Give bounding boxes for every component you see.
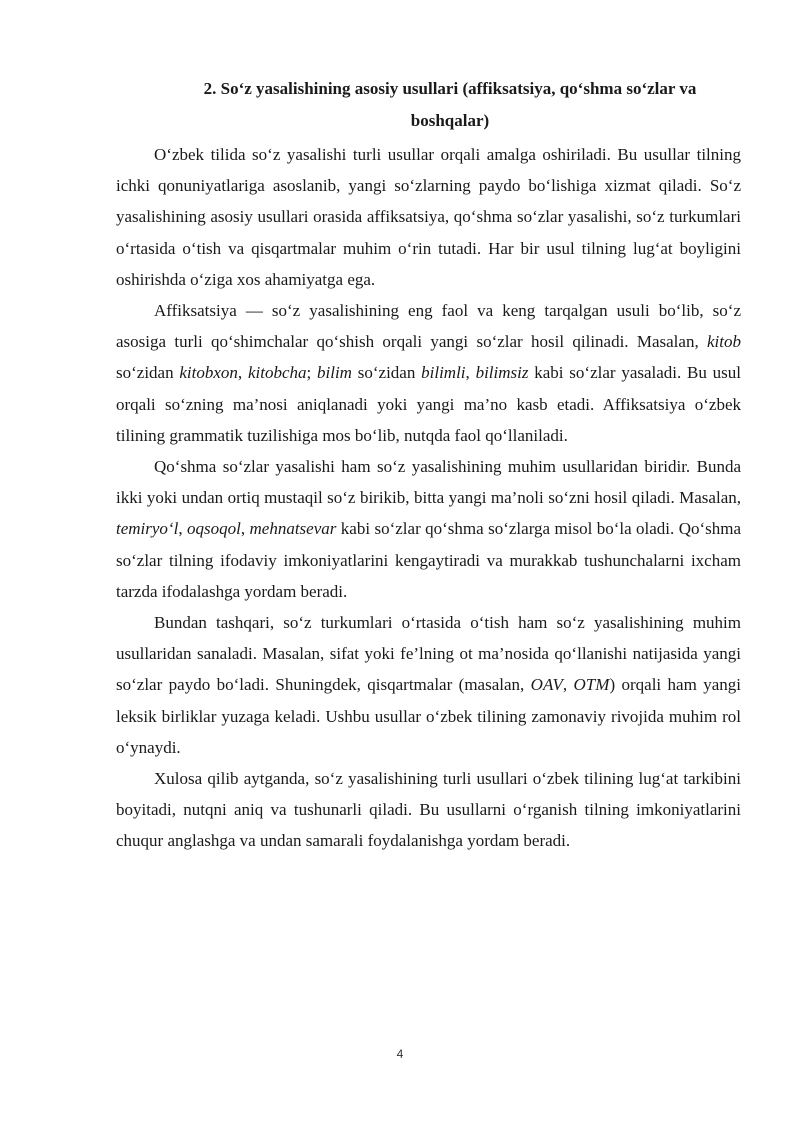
example-word: kitob	[707, 332, 741, 352]
example-word: bilimli	[421, 363, 466, 383]
heading-line-1: 2. So‘z yasalishining asosiy usullari (affiksatsiya, qo‘shma so‘zlar va	[203, 79, 697, 98]
example-word: temiryo‘l	[116, 519, 179, 539]
example-word: kitobxon	[179, 363, 238, 383]
example-word: bilim	[317, 363, 352, 383]
text-run: Xulosa qilib aytganda, so‘z yasalishining turli usullari o‘zbek tilining lug‘at tarkibini boyitadi, nutqni aniq va tushunarli qiladi. Bu usullarni o‘rganish tilning imkoniyatlarini chuqur anglashga va undan samarali foydalanishga yordam beradi.	[116, 769, 741, 851]
text-run: kabi so‘zlar qo‘shma so‘zlarga misol bo‘la oladi. Qo‘shma so‘zlar tilning ifodaviy imkoniyatlarini kengaytiradi va murakkab tushunchalarni ixcham tarzda ifodalashga yordam beradi.	[116, 519, 742, 601]
text-run: ;	[306, 363, 318, 383]
text-run: ) orqali ham yangi leksik birliklar yuzaga keladi. Ushbu usullar o‘zbek tilining zamonaviy rivojida muhim rol o‘ynaydi.	[116, 675, 741, 757]
example-word: oqsoqol	[187, 519, 241, 539]
paragraph-3	[116, 451, 741, 607]
example-word: mehnatsevar	[249, 519, 337, 539]
text-run: ,	[237, 363, 248, 383]
example-word: OAV	[530, 675, 563, 695]
paragraph-1	[116, 139, 741, 295]
text-run: so‘zidan	[116, 363, 180, 383]
paragraph-4	[116, 607, 741, 763]
example-word: kitobcha	[247, 363, 307, 383]
paragraph-5	[116, 763, 741, 857]
text-run: Affiksatsiya — so‘z yasalishining eng faol va keng tarqalgan usuli bo‘lib, so‘z asosiga turli qo‘shimchalar qo‘shish orqali yangi so‘zlar hosil qilinadi. Masalan,	[116, 301, 741, 352]
text-run: ,	[178, 519, 187, 539]
text-run: ,	[465, 363, 476, 383]
heading-line-2: boshqalar)	[410, 111, 490, 130]
paragraph-2	[116, 295, 741, 451]
body-text	[116, 139, 741, 857]
page-number: 4	[396, 1047, 404, 1061]
text-run: ,	[562, 675, 574, 695]
example-word: OTM	[573, 675, 610, 695]
text-run: kabi so‘zlar yasaladi. Bu usul orqali so‘zning ma’nosi aniqlanadi yoki yangi ma’no kasb etadi. Affiksatsiya o‘zbek tilining grammatik tuzilishiga mos bo‘lib, nutqda faol qo‘llaniladi.	[116, 363, 742, 445]
text-run: ,	[240, 519, 250, 539]
example-word: bilimsiz	[475, 363, 529, 383]
text-run: O‘zbek tilida so‘z yasalishi turli usullar orqali amalga oshiriladi. Bu usullar tilning ichki qonuniyatlariga asoslanib, yangi so‘zlarning paydo bo‘lishiga xizmat qiladi. So‘z yasalishining asosiy usullari orasida affiksatsiya, qo‘shma so‘zlar yasalishi, so‘z turkumlari o‘rtasida o‘tish va qisqartmalar muhim o‘rin tutadi. Har bir usul tilning lug‘at boyligini oshirishda o‘ziga xos ahamiyatga ega.	[116, 145, 741, 289]
text-run: Bundan tashqari, so‘z turkumlari o‘rtasida o‘tish ham so‘z yasalishining muhim usullaridan sanaladi. Masalan, sifat yoki fe’lning ot ma’nosida qo‘llanishi natijasida yangi so‘zlar paydo bo‘ladi. Shuningdek, qisqartmalar (masalan,	[116, 613, 741, 695]
section-heading	[150, 73, 750, 137]
text-run: Qo‘shma so‘zlar yasalishi ham so‘z yasalishining muhim usullaridan biridir. Bunda ikki yoki undan ortiq mustaqil so‘z birikib, bitta yangi ma’noli so‘zni hosil qiladi. Masalan,	[116, 457, 741, 508]
text-run: so‘zidan	[351, 363, 422, 383]
